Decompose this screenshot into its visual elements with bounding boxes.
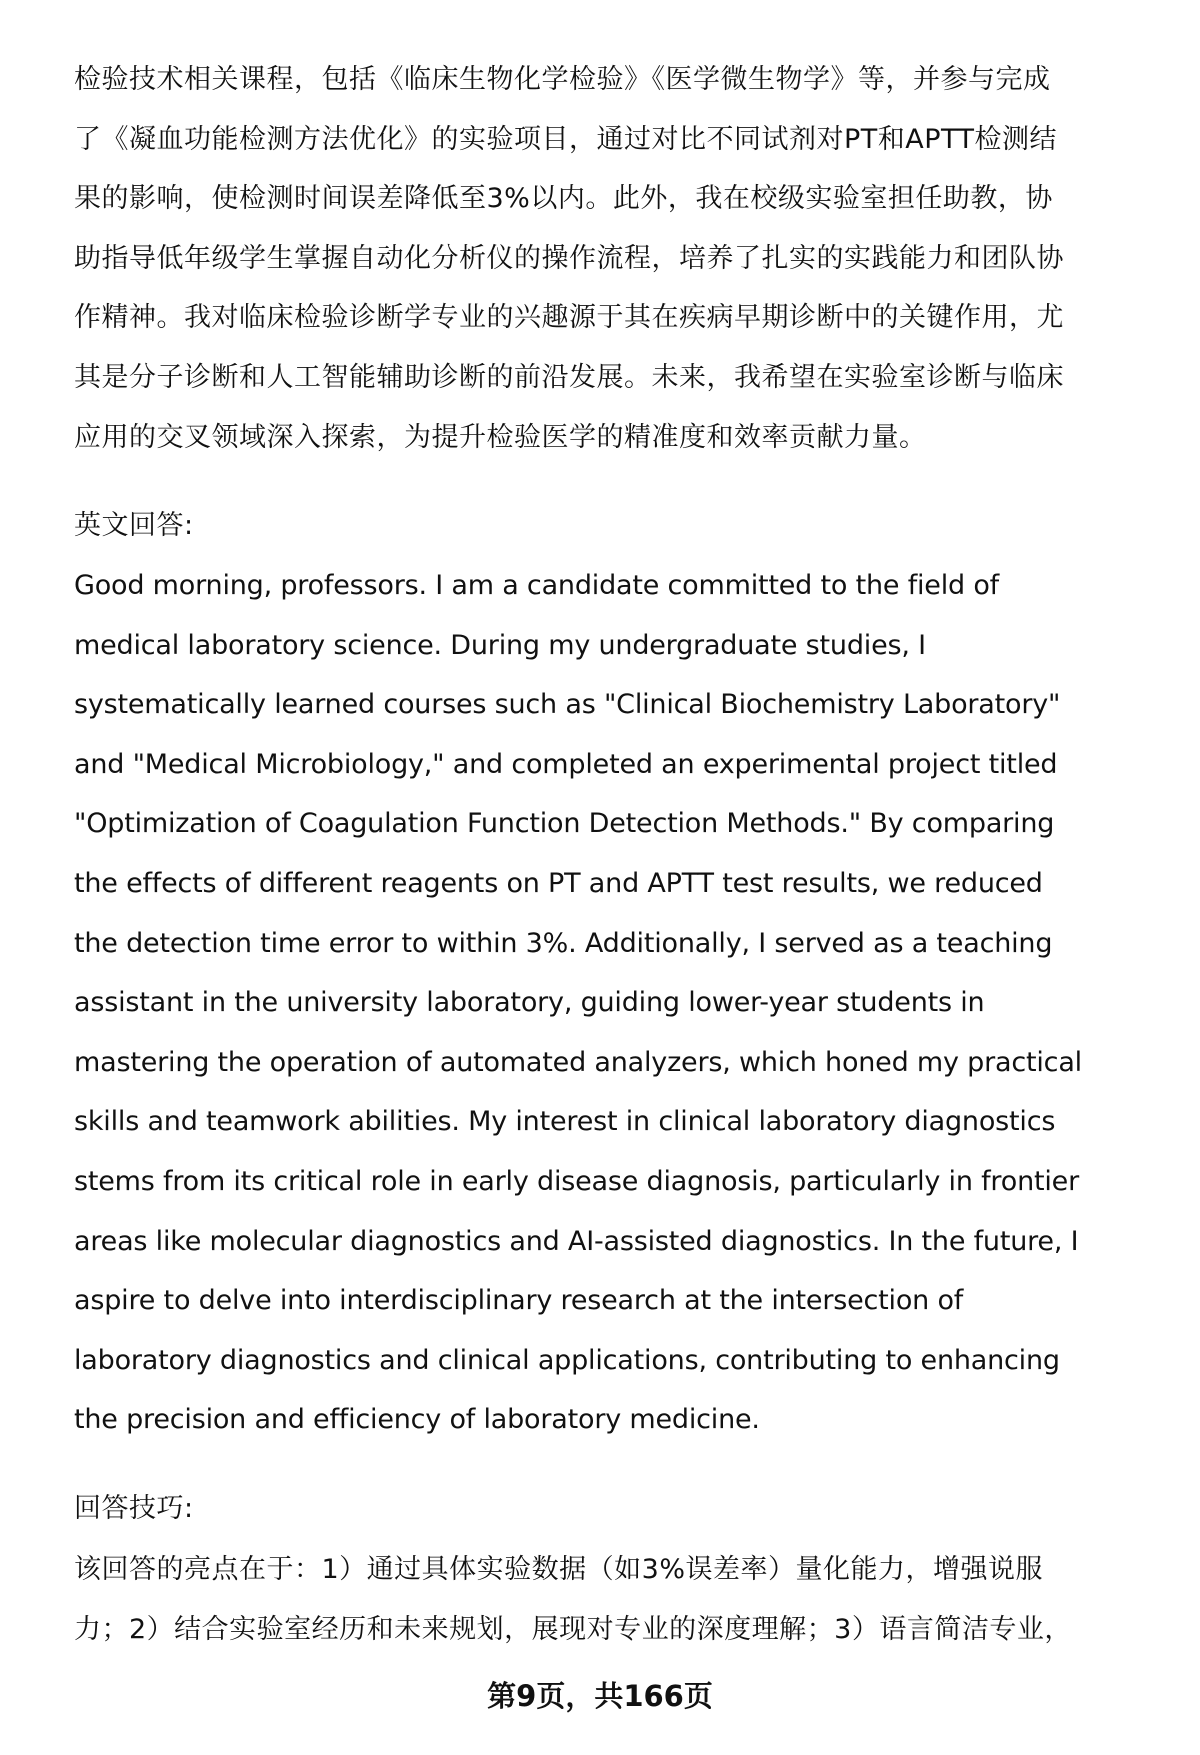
chinese-answer-line: 果的影响，使检测时间误差降低至3%以内。此外，我在校级实验室担任助教，协 [74, 183, 1053, 215]
english-answer-line: skills and teamwork abilities. My interest in clinical laboratory diagnostics [74, 1106, 1056, 1138]
chinese-answer-line: 作精神。我对临床检验诊断学专业的兴趣源于其在疾病早期诊断中的关键作用，尤 [74, 302, 1064, 334]
english-answer-line: the precision and efficiency of laboratory medicine. [74, 1404, 760, 1436]
english-answer-line: the detection time error to within 3%. Additionally, I served as a teaching [74, 927, 1053, 959]
chinese-answer-line: 应用的交叉领域深入探索，为提升检验医学的精准度和效率贡献力量。 [74, 421, 927, 453]
section-heading-english: 英文回答: [74, 510, 194, 541]
english-answer-line: areas like molecular diagnostics and AI-assisted diagnostics. In the future, I [74, 1225, 1079, 1257]
english-answer-line: Good morning, professors. I am a candidate committed to the field of [74, 570, 999, 601]
english-answer-line: medical laboratory science. During my undergraduate studies, I [74, 629, 926, 661]
english-answer-line: assistant in the university laboratory, guiding lower-year students in [74, 987, 985, 1019]
chinese-answer-line: 其是分子诊断和人工智能辅助诊断的前沿发展。未来，我希望在实验室诊断与临床 [74, 362, 1064, 393]
english-answer-line: systematically learned courses such as "Clinical Biochemistry Laboratory" [74, 689, 1061, 721]
tips-line: 该回答的亮点在于：1）通过具体实验数据（如3%误差率）量化能力，增强说服 [74, 1554, 1044, 1585]
english-answer-line: stems from its critical role in early disease diagnosis, particularly in frontier [74, 1166, 1079, 1197]
tips-line: 力；2）结合实验室经历和未来规划，展现对专业的深度理解；3）语言简洁专业， [74, 1614, 1072, 1645]
english-answer-line: "Optimization of Coagulation Function Detection Methods." By comparing [74, 808, 1055, 840]
chinese-answer-line: 检验技术相关课程，包括《临床生物化学检验》《医学微生物学》等，并参与完成 [74, 64, 1051, 95]
english-answer-line: aspire to delve into interdisciplinary research at the intersection of [74, 1285, 964, 1317]
english-answer-line: the effects of different reagents on PT and APTT test results, we reduced [74, 868, 1043, 899]
english-answer-line: and "Medical Microbiology," and completed an experimental project titled [74, 748, 1058, 780]
chinese-answer-line: 了《凝血功能检测方法优化》的实验项目，通过对比不同试剂对PT和APTT检测结 [74, 123, 1058, 155]
chinese-answer-line: 助指导低年级学生掌握自动化分析仪的操作流程，培养了扎实的实践能力和团队协 [74, 242, 1064, 274]
english-answer-line: laboratory diagnostics and clinical applications, contributing to enhancing [74, 1344, 1060, 1376]
page-number: 第9页，共166页 [487, 1679, 713, 1713]
english-answer-line: mastering the operation of automated analyzers, which honed my practical [74, 1046, 1082, 1078]
section-heading-tips: 回答技巧: [74, 1493, 194, 1524]
